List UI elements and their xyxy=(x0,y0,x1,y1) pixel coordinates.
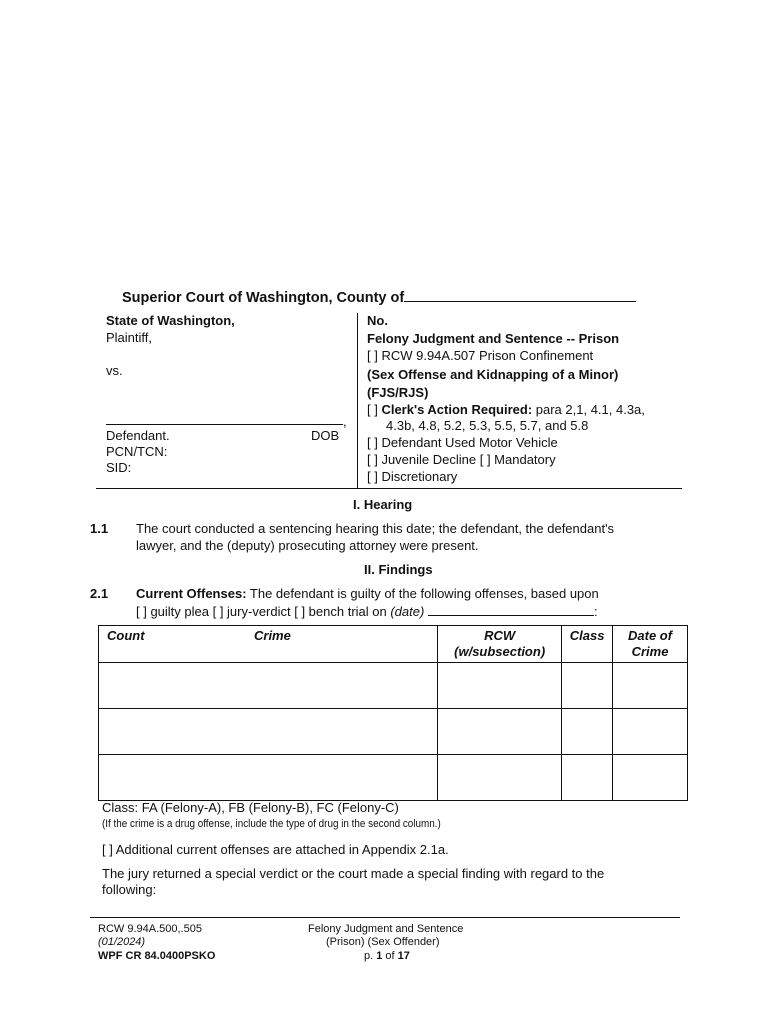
date-header xyxy=(613,626,688,663)
para-1-1-number: 1.1 xyxy=(90,521,109,536)
comma-mark: , xyxy=(343,414,347,429)
hearing-text-line2: lawyer, and the (deputy) prosecuting attorney were present. xyxy=(136,538,479,553)
caption-bottom-rule xyxy=(96,488,682,489)
footer-rcw: RCW 9.94A.500,.505 xyxy=(98,923,202,935)
crime-header: Crime xyxy=(254,628,291,643)
juvenile-option[interactable]: [ ] Juvenile Decline [ ] Mandatory xyxy=(367,452,556,467)
drug-note: (If the crime is a drug offense, include the type of drug in the second column.) xyxy=(102,818,441,830)
page-prefix: p. xyxy=(364,950,377,962)
class-header xyxy=(562,626,613,663)
date-header-2: Crime xyxy=(631,644,669,659)
document-subtitle: (Sex Offense and Kidnapping of a Minor) xyxy=(367,367,619,382)
footer-title-2: (Prison) (Sex Offender) xyxy=(326,936,440,948)
rcw-header-2: (w/subsection) xyxy=(454,644,546,659)
plaintiff-role: Plaintiff, xyxy=(106,330,153,345)
date-header-1: Date of xyxy=(628,628,673,643)
class-legend: Class: FA (Felony-A), FB (Felony-B), FC (Felony-C) xyxy=(102,800,399,815)
verdict-options[interactable]: [ ] guilty plea [ ] jury-verdict [ ] bench trial on xyxy=(136,604,391,619)
rcw-cell[interactable] xyxy=(438,755,562,801)
line2-colon: : xyxy=(593,604,598,619)
offenses-table xyxy=(98,625,688,801)
clerk-action-option[interactable] xyxy=(367,402,645,417)
rcw-header xyxy=(438,626,562,663)
clerk-paras-2: 4.3b, 4.8, 5.2, 5.3, 5.5, 5.7, and 5.8 xyxy=(386,418,589,433)
date-cell[interactable] xyxy=(613,709,688,755)
court-title-text: Superior Court of Washington, County of xyxy=(122,290,405,306)
class-header-text: Class xyxy=(569,628,605,643)
table-row xyxy=(99,755,688,801)
rcw-prison-option[interactable]: [ ] RCW 9.94A.507 Prison Confinement xyxy=(367,348,594,363)
class-cell[interactable] xyxy=(562,709,613,755)
plaintiff-name: State of Washington, xyxy=(106,313,235,328)
document-title: Felony Judgment and Sentence -- Prison xyxy=(367,331,620,346)
hearing-heading: I. Hearing xyxy=(353,497,413,512)
court-title xyxy=(122,287,636,306)
footer-page xyxy=(364,950,410,963)
rcw-cell[interactable] xyxy=(438,709,562,755)
table-header-row xyxy=(99,626,688,663)
findings-heading: II. Findings xyxy=(364,562,433,577)
page-total: 17 xyxy=(397,950,410,962)
table-row xyxy=(99,663,688,709)
offenses-line1-rest: The defendant is guilty of the following offenses, based upon xyxy=(246,586,599,601)
rcw-header-1: RCW xyxy=(484,628,516,643)
offenses-line1 xyxy=(136,586,599,601)
crime-cell[interactable] xyxy=(99,755,438,801)
rcw-cell[interactable] xyxy=(438,663,562,709)
special-finding-line1: The jury returned a special verdict or the court made a special finding with regard to the xyxy=(102,866,605,881)
defendant-name-line[interactable] xyxy=(106,424,343,425)
date-cell[interactable] xyxy=(613,663,688,709)
versus-label: vs. xyxy=(106,363,123,378)
count-crime-header xyxy=(99,626,438,663)
caption-divider xyxy=(357,313,358,488)
table-row xyxy=(99,709,688,755)
crime-cell[interactable] xyxy=(99,709,438,755)
case-number-label xyxy=(367,313,388,328)
hearing-text-line1: The court conducted a sentencing hearing this date; the defendant, the defendant's xyxy=(136,521,615,536)
page-mid: of xyxy=(382,950,398,962)
dob-label: DOB xyxy=(311,428,340,443)
footer-date: (01/2024) xyxy=(98,936,146,948)
pcn-label: PCN/TCN: xyxy=(106,444,168,459)
clerk-action-label: Clerk's Action Required: xyxy=(381,402,533,417)
case-number-text: No. xyxy=(367,313,388,328)
date-label: (date) xyxy=(390,604,425,619)
footer-rule xyxy=(90,917,680,918)
footer-title-1: Felony Judgment and Sentence xyxy=(308,923,464,935)
para-2-1-number: 2.1 xyxy=(90,586,109,601)
sid-label: SID: xyxy=(106,460,132,475)
document-abbrev: (FJS/RJS) xyxy=(367,385,429,400)
footer-form-id: WPF CR 84.0400PSKO xyxy=(98,950,216,962)
clerk-paras-1: para 2,1, 4.1, 4.3a, xyxy=(532,402,645,417)
trial-date-blank[interactable] xyxy=(428,603,594,616)
class-cell[interactable] xyxy=(562,663,613,709)
count-header: Count xyxy=(107,628,145,643)
discretionary-option[interactable]: [ ] Discretionary xyxy=(367,469,458,484)
class-cell[interactable] xyxy=(562,755,613,801)
vehicle-option[interactable]: [ ] Defendant Used Motor Vehicle xyxy=(367,435,558,450)
defendant-label: Defendant. xyxy=(106,428,170,443)
date-cell[interactable] xyxy=(613,755,688,801)
special-finding-line2: following: xyxy=(102,882,157,897)
offenses-line2 xyxy=(136,603,598,619)
appendix-option[interactable]: [ ] Additional current offenses are attached in Appendix 2.1a. xyxy=(102,842,449,857)
crime-cell[interactable] xyxy=(99,663,438,709)
page-number: 1 xyxy=(376,950,383,962)
county-blank[interactable] xyxy=(404,287,636,302)
current-offenses-label: Current Offenses: xyxy=(136,586,247,601)
clerk-checkbox[interactable]: [ ] xyxy=(367,402,382,417)
